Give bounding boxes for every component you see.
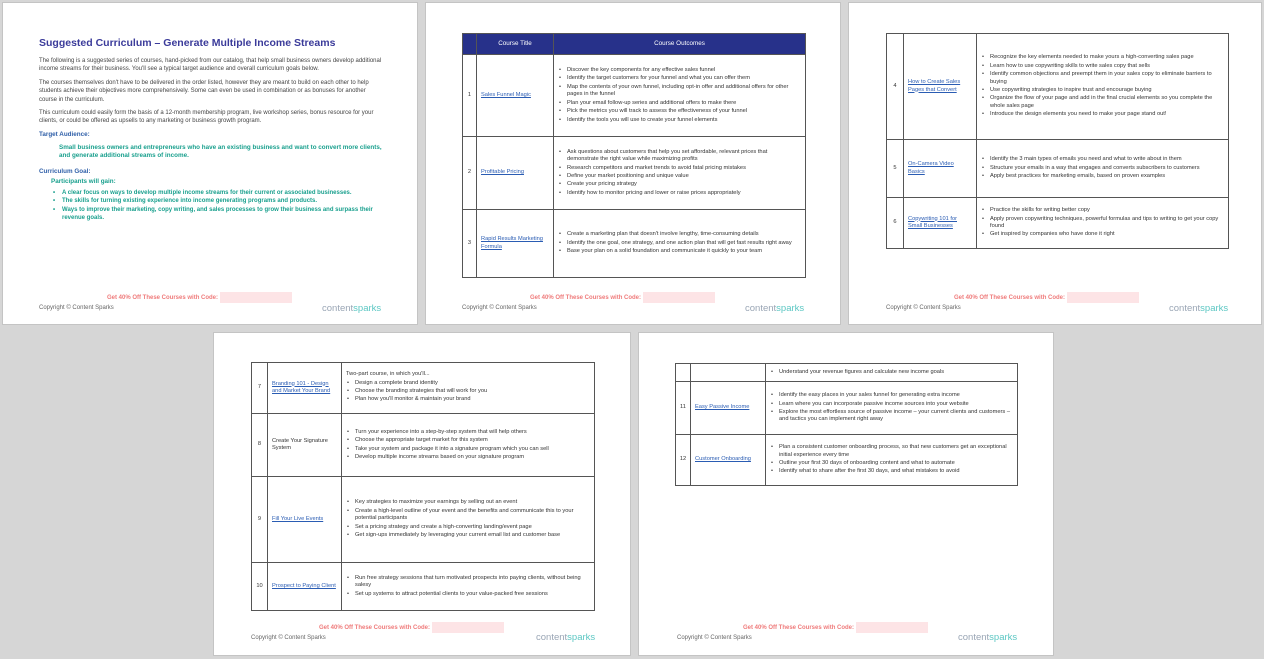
- course-title-cell: [904, 140, 977, 198]
- course-title-cell: [268, 563, 342, 611]
- header-course-outcomes: Course Outcomes: [554, 34, 806, 55]
- document-page-3: [848, 2, 1262, 325]
- outcome-item: • Create your pricing strategy: [558, 181, 799, 188]
- outcome-item: • Organize the flow of your page and add in the final crucial elements so you complete the whole sales page: [981, 95, 1222, 110]
- outcome-item: • Outline your first 30 days of onboarding content and what to automate: [770, 460, 1011, 467]
- list-item: • The skills for turning existing experience into income generating programs and products.: [53, 197, 385, 206]
- course-title-link[interactable]: Easy Passive Income: [695, 404, 750, 411]
- promo-footer: [954, 292, 1139, 303]
- promo-footer: [319, 622, 504, 633]
- outcome-item: • Key strategies to maximize your earnings by selling out an event: [346, 499, 588, 506]
- course-outcomes-cell: [977, 34, 1229, 140]
- redacted-code: [856, 622, 928, 633]
- course-title-link[interactable]: Fill Your Live Events: [272, 515, 324, 522]
- promo-footer: [743, 622, 928, 633]
- course-title-link[interactable]: Branding 101 - Design and Market Your Brand: [272, 380, 331, 394]
- participants-gain-heading: Participants will gain:: [51, 178, 116, 186]
- content-sparks-logo: contentsparks: [1169, 303, 1229, 314]
- table-row: [463, 137, 806, 210]
- table-row: [252, 363, 595, 414]
- course-title-link[interactable]: Copywriting 101 for Small Businesses: [908, 215, 957, 229]
- course-title-cell: [477, 55, 554, 137]
- course-title-cell: [691, 435, 766, 486]
- outcome-item: • Get sign-ups immediately by leveraging your current email list and customer base: [346, 532, 588, 539]
- outcome-item: • Understand your revenue figures and calculate new income goals: [770, 369, 1011, 376]
- course-table: [675, 363, 1018, 486]
- course-outcomes-cell: [342, 477, 595, 563]
- outcome-item: • Choose the branding strategies that will work for you: [346, 388, 588, 395]
- document-page-1: [2, 2, 418, 325]
- outcome-item: • Create a marketing plan that doesn't involve lengthy, time-consuming details: [558, 231, 799, 238]
- course-title-link[interactable]: On-Camera Video Basics: [908, 161, 954, 175]
- outcome-item: • Pick the metrics you will track to assess the effectiveness of your funnel: [558, 108, 799, 115]
- course-outcomes-cell: [342, 563, 595, 611]
- target-audience-heading: Target Audience:: [39, 130, 90, 138]
- course-number: 5: [887, 140, 904, 198]
- course-table: [251, 362, 595, 611]
- gains-list: [53, 189, 385, 223]
- outcome-item: • Design a complete brand identity: [346, 380, 588, 387]
- outcome-item: • Identify how to monitor pricing and lower or raise prices appropriately: [558, 190, 799, 197]
- usage-paragraph: This curriculum could easily form the basis of a 12-month membership program, live workshop series, bonus resource for your clients, or could be offered as upsells to any marketing or business growth program.: [39, 110, 374, 125]
- header-course-title: Course Title: [477, 34, 554, 55]
- course-number: [676, 364, 691, 382]
- outcome-item: • Research competitors and market trends to avoid fatal pricing mistakes: [558, 165, 799, 172]
- outcome-item: • Identify what to share after the first 30 days, and what mistakes to avoid: [770, 468, 1011, 475]
- outcome-item: • Set a pricing strategy and create a high-converting landing/event page: [346, 524, 588, 531]
- course-number: 4: [887, 34, 904, 140]
- copyright: Copyright © Content Sparks: [677, 635, 752, 641]
- course-number: 10: [252, 563, 268, 611]
- course-number: 2: [463, 137, 477, 210]
- course-title-cell: [268, 414, 342, 477]
- outcome-item: • Get inspired by companies who have done it right: [981, 231, 1222, 238]
- redacted-code: [432, 622, 504, 633]
- table-row: [887, 140, 1229, 198]
- table-row: [676, 435, 1018, 486]
- course-number: 11: [676, 382, 691, 435]
- outcome-item: • Develop multiple income streams based on your signature program: [346, 454, 588, 461]
- course-title-link[interactable]: Sales Funnel Magic: [481, 91, 531, 98]
- course-title-link[interactable]: Customer Onboarding: [695, 456, 751, 463]
- table-row: [887, 198, 1229, 249]
- course-title-cell: [268, 477, 342, 563]
- document-page-4: [213, 332, 631, 656]
- outcome-item: • Plan a consistent customer onboarding process, so that new customers get an exceptional initial experience every time: [770, 444, 1011, 459]
- course-title-cell: [904, 198, 977, 249]
- course-title-cell: [477, 210, 554, 278]
- outcome-item: • Use copywriting strategies to inspire trust and encourage buying: [981, 87, 1222, 94]
- table-row: [676, 382, 1018, 435]
- table-row: [252, 414, 595, 477]
- redacted-code: [643, 292, 715, 303]
- outcome-item: • Practice the skills for writing better copy: [981, 207, 1222, 214]
- course-title-link[interactable]: Rapid Results Marketing Formula: [481, 236, 543, 250]
- outcome-item: • Identify common objections and preempt them in your sales copy to eliminate barriers to buying: [981, 71, 1222, 86]
- outcome-item: • Learn how to use copywriting skills to write sales copy that sells: [981, 63, 1222, 70]
- course-number: 1: [463, 55, 477, 137]
- course-title-link[interactable]: How to Create Sales Pages that Convert: [908, 79, 961, 93]
- course-number: 8: [252, 414, 268, 477]
- outcome-item: • Apply best practices for marketing emails, based on proven examples: [981, 173, 1222, 180]
- outcome-item: • Discover the key components for any effective sales funnel: [558, 67, 799, 74]
- header-number: [463, 34, 477, 55]
- course-title-link[interactable]: Profitable Pricing: [481, 169, 524, 176]
- course-outcomes-cell: [554, 210, 806, 278]
- outcome-item: • Structure your emails in a way that engages and converts subscribers to customers: [981, 165, 1222, 172]
- outcome-item: • Identify the easy places in your sales funnel for generating extra income: [770, 392, 1011, 399]
- course-title-cell: [477, 137, 554, 210]
- course-title-cell: [268, 363, 342, 414]
- course-table: [886, 33, 1229, 249]
- table-row: [676, 364, 1018, 382]
- course-number: 6: [887, 198, 904, 249]
- outcome-item: • Apply proven copywriting techniques, powerful formulas and tips to writing to get your copy found: [981, 216, 1222, 231]
- document-page-2: [425, 2, 841, 325]
- outcome-item: • Plan your email follow-up series and additional offers to make there: [558, 100, 799, 107]
- course-title-text: Create Your Signature System: [272, 437, 328, 451]
- content-sparks-logo: contentsparks: [322, 303, 382, 314]
- table-row: [887, 34, 1229, 140]
- table-row: [252, 563, 595, 611]
- curriculum-goal-heading: Curriculum Goal:: [39, 168, 91, 176]
- promo-text: Get 40% Off These Courses with Code:: [743, 625, 855, 632]
- list-item: • Ways to improve their marketing, copy writing, and sales processes to grow their business and surpass their revenue goals.: [53, 206, 385, 223]
- course-title-cell: [904, 34, 977, 140]
- outcome-item: • Recognize the key elements needed to make yours a high-converting sales page: [981, 54, 1222, 61]
- page-title: Suggested Curriculum – Generate Multiple Income Streams: [39, 37, 336, 49]
- page-body: [39, 37, 385, 223]
- outcome-item: • Create a high-level outline of your event and the benefits and communicate this to your potential participants: [346, 508, 588, 523]
- order-paragraph: The courses themselves don't have to be delivered in the order listed, however they are meant to build on each other to help students achieve their objectives more comprehensively. Some can even be used in combination or as bonuses for another course in the curriculum.: [39, 79, 369, 103]
- course-outcomes-cell: [766, 435, 1018, 486]
- outcome-item: • Base your plan on a solid foundation and communicate it quickly to your team: [558, 248, 799, 255]
- outcome-item: • Run free strategy sessions that turn motivated prospects into paying clients, without being salesy: [346, 575, 588, 590]
- course-number: 12: [676, 435, 691, 486]
- redacted-code: [1067, 292, 1139, 303]
- course-number: 9: [252, 477, 268, 563]
- course-intro: Two-part course, in which you'll...: [346, 371, 430, 378]
- promo-text: Get 40% Off These Courses with Code:: [107, 295, 219, 302]
- intro-paragraph: The following is a suggested series of courses, hand-picked from our catalog, that help small business owners develop additional income streams for their business. You'll see a typical target audience and overall curriculum goals below.: [39, 58, 382, 73]
- promo-text: Get 40% Off These Courses with Code:: [530, 295, 642, 302]
- content-sparks-logo: contentsparks: [958, 632, 1018, 643]
- course-title-cell: [691, 364, 766, 382]
- course-number: 7: [252, 363, 268, 414]
- outcome-item: • Plan how you'll monitor & maintain your brand: [346, 396, 588, 403]
- course-outcomes-cell: [554, 137, 806, 210]
- course-outcomes-cell: [766, 382, 1018, 435]
- outcome-item: • Map the contents of your own funnel, including opt-in offer and additional offers for other pages in the funnel: [558, 84, 799, 99]
- table-row: [463, 210, 806, 278]
- copyright: Copyright © Content Sparks: [462, 305, 537, 311]
- outcome-item: • Identify the one goal, one strategy, and one action plan that will get fast results right away: [558, 240, 799, 247]
- copyright: Copyright © Content Sparks: [39, 305, 114, 311]
- course-number: 3: [463, 210, 477, 278]
- copyright: Copyright © Content Sparks: [886, 305, 961, 311]
- course-outcomes-cell: [342, 414, 595, 477]
- outcome-item: • Learn where you can incorporate passive income sources into your website: [770, 401, 1011, 408]
- outcome-item: • Explore the most effortless source of passive income – your current clients and customers – and tactics you can implement right away: [770, 409, 1011, 424]
- outcome-item: • Identify the 3 main types of emails you need and what to write about in them: [981, 156, 1222, 163]
- course-outcomes-cell: [977, 198, 1229, 249]
- outcome-item: • Turn your experience into a step-by-step system that will help others: [346, 429, 588, 436]
- course-outcomes-cell: [342, 363, 595, 414]
- outcome-item: • Take your system and package it into a signature program which you can sell: [346, 446, 588, 453]
- outcome-item: • Identify the target customers for your funnel and what you can offer them: [558, 75, 799, 82]
- course-title-link[interactable]: Prospect to Paying Client: [272, 582, 336, 589]
- redacted-code: [220, 292, 292, 303]
- promo-text: Get 40% Off These Courses with Code:: [319, 625, 431, 632]
- promo-footer: [530, 292, 715, 303]
- outcome-item: • Set up systems to attract potential clients to your value-packed free sessions: [346, 591, 588, 598]
- promo-footer: [107, 292, 292, 303]
- table-row: [252, 477, 595, 563]
- course-table: [462, 33, 806, 278]
- content-sparks-logo: contentsparks: [536, 632, 596, 643]
- outcome-item: • Introduce the design elements you need to make your page stand out!: [981, 111, 1222, 118]
- course-outcomes-cell: [766, 364, 1018, 382]
- promo-text: Get 40% Off These Courses with Code:: [954, 295, 1066, 302]
- course-title-cell: [691, 382, 766, 435]
- outcome-item: • Identify the tools you will use to create your funnel elements: [558, 117, 799, 124]
- course-outcomes-cell: [977, 140, 1229, 198]
- target-audience-text: Small business owners and entrepreneurs who have an existing business and want to convert more clients, and generate additional streams of income.: [59, 143, 382, 160]
- table-row: [463, 55, 806, 137]
- outcome-item: • Ask questions about customers that help you set affordable, relevant prices that demonstrate the right value while maximizing profits: [558, 149, 799, 164]
- document-page-5: [638, 332, 1054, 656]
- copyright: Copyright © Content Sparks: [251, 635, 326, 641]
- course-outcomes-cell: [554, 55, 806, 137]
- list-item: • A clear focus on ways to develop multiple income streams for their current or associated businesses.: [53, 189, 385, 198]
- outcome-item: • Define your market positioning and unique value: [558, 173, 799, 180]
- outcome-item: • Choose the appropriate target market for this system: [346, 437, 588, 444]
- content-sparks-logo: contentsparks: [745, 303, 805, 314]
